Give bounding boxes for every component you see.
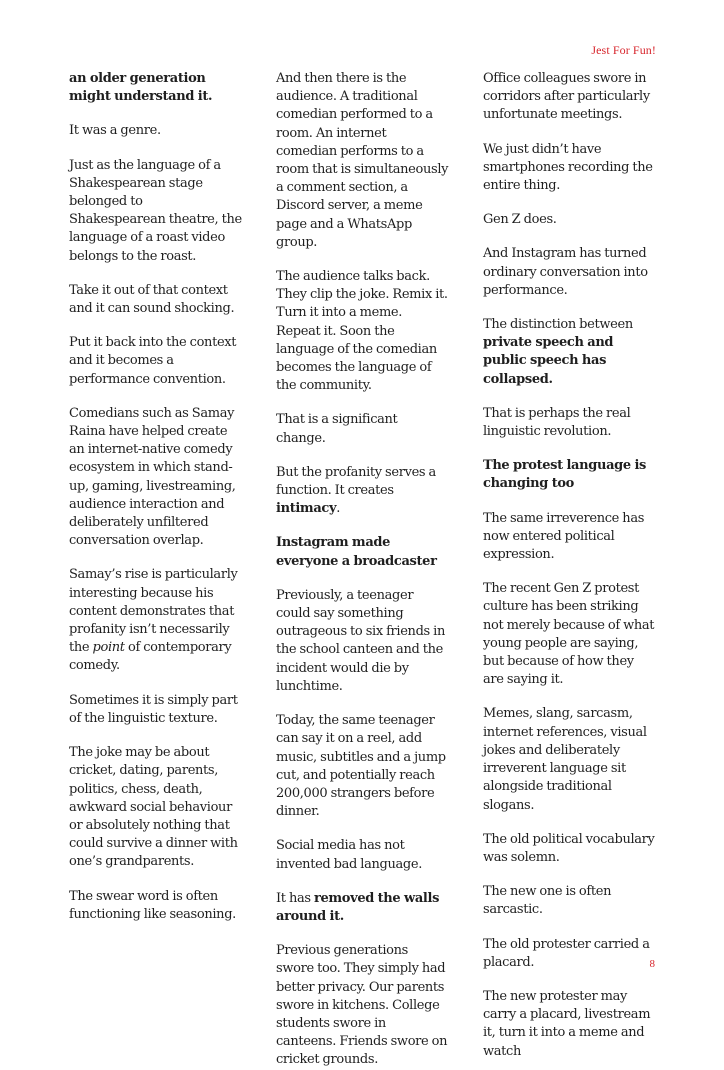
section-heading: an older generation might understand it.	[69, 71, 213, 105]
text-run: of contemporary comedy.	[69, 640, 232, 674]
column-3	[483, 70, 656, 1059]
paragraph: The new protester may carry a placard, livestream it, turn it into a meme and watch	[483, 988, 651, 1059]
text-run: Samay’s rise is particularly interesting because his content demonstrates that profanity isn’t necessarily the	[69, 567, 238, 656]
column-2	[276, 70, 449, 1068]
paragraph: We just didn’t have smartphones recording the entire thing.	[483, 141, 653, 194]
paragraph: Previously, a teenager could say something outrageous to six friends in the school canteen and the incident would die by lunchtime.	[276, 587, 445, 694]
paragraph: Today, the same teenager can say it on a reel, add music, subtitles and a jump cut, and potentially reach 200,000 strangers before dinner.	[276, 713, 446, 820]
paragraph	[69, 566, 242, 675]
italic-text: point	[92, 640, 125, 656]
paragraph: The recent Gen Z protest culture has been striking not merely because of what young people are saying, but because of how they are saying it.	[483, 581, 655, 688]
section-heading: Instagram made everyone a broadcaster	[276, 535, 437, 569]
paragraph: Gen Z does.	[483, 212, 557, 228]
paragraph: Memes, slang, sarcasm, internet references, visual jokes and deliberately irreverent language sit alongside traditional slogans.	[483, 706, 647, 813]
paragraph: The old protester carried a placard.	[483, 936, 650, 970]
paragraph: It was a genre.	[69, 123, 161, 139]
paragraph: The swear word is often functioning like seasoning.	[69, 888, 236, 922]
text-run: It has	[276, 890, 314, 906]
paragraph	[276, 464, 449, 519]
text-run: .	[336, 501, 340, 517]
bold-text: intimacy	[276, 501, 337, 517]
bold-text: private speech and public speech has collapsed.	[483, 335, 614, 387]
paragraph: Office colleagues swore in corridors after particularly unfortunate meetings.	[483, 71, 650, 123]
paragraph: Take it out of that context and it can sound shocking.	[69, 282, 235, 317]
paragraph: That is a significant change.	[276, 412, 398, 446]
paragraph: Comedians such as Samay Raina have helped create an internet-native comedy ecosystem in which stand-up, gaming, livestreaming, audience interaction and deliberately unfiltered conversation overlap.	[69, 405, 236, 549]
paragraph: The new one is often sarcastic.	[483, 884, 612, 918]
paragraph: Put it back into the context and it becomes a performance convention.	[69, 335, 237, 387]
paragraph: Sometimes it is simply part of the linguistic texture.	[69, 692, 238, 726]
section-heading: The protest language is changing too	[483, 458, 647, 492]
paragraph: Just as the language of a Shakespearean stage belonged to Shakespearean theatre, the language of a roast video belongs to the roast.	[69, 157, 242, 264]
paragraph: The joke may be about cricket, dating, parents, politics, chess, death, awkward social behaviour or absolutely nothing that could survive a dinner with one’s grandparents.	[69, 745, 238, 870]
paragraph: And Instagram has turned ordinary conversation into performance.	[483, 246, 648, 298]
paragraph: And then there is the audience. A traditional comedian performed to a room. An internet comedian performs to a room that is simultaneously a comment section, a Discord server, a meme page and a WhatsApp group.	[276, 71, 449, 250]
running-header: Jest For Fun!	[591, 43, 656, 57]
article-body	[69, 70, 657, 1068]
page-number: 8	[649, 958, 655, 970]
bold-text: removed the walls around it.	[276, 890, 440, 924]
text-run: The distinction between	[483, 317, 633, 333]
paragraph	[483, 316, 656, 389]
text-run: But the profanity serves a function. It creates	[276, 464, 436, 499]
paragraph: The same irreverence has now entered political expression.	[483, 510, 645, 563]
paragraph: That is perhaps the real linguistic revolution.	[483, 405, 631, 440]
paragraph	[276, 890, 449, 926]
paragraph: The audience talks back. They clip the joke. Remix it. Turn it into a meme. Repeat it. Soon the language of the comedian becomes the language of the community.	[276, 269, 448, 394]
paragraph: The old political vocabulary was solemn.	[483, 831, 655, 865]
paragraph: Previous generations swore too. They simply had better privacy. Our parents swore in kitchens. College students swore in canteens. Friends swore on cricket grounds.	[276, 943, 448, 1068]
paragraph: Social media has not invented bad language.	[276, 838, 423, 872]
column-1	[69, 70, 242, 955]
